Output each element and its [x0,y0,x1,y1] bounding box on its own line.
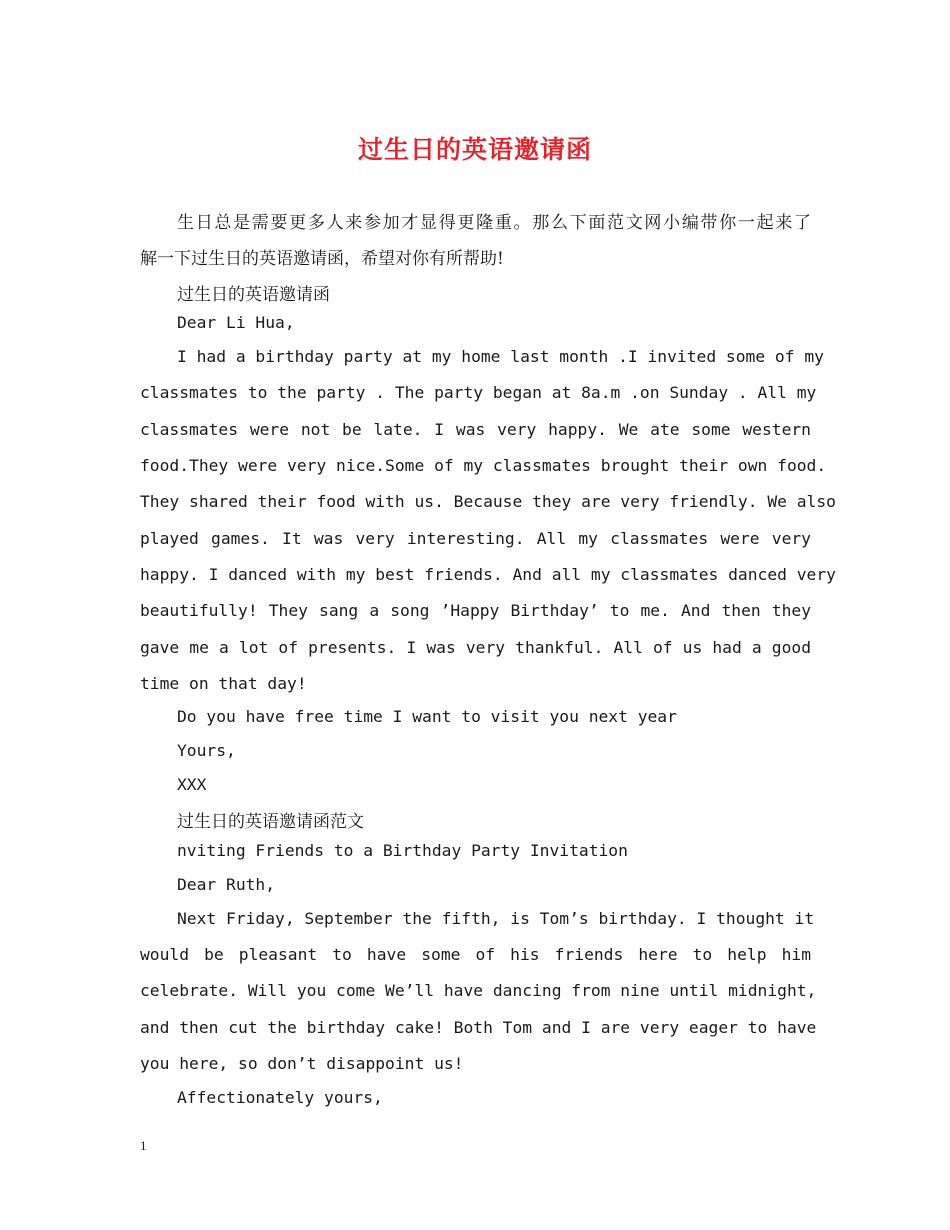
page-number: 1 [140,1138,147,1153]
section1-body-line: played games. It was very interesting. All my classmates were very [140,529,811,548]
section1-body-line: food.They were very nice.Some of my classmates brought their own food. [140,456,827,475]
section1-body-line: I had a birthday party at my home last month .I invited some of my [177,347,824,366]
section1-body-line: classmates to the party . The party began at 8a.m .on Sunday . All my [140,383,817,402]
section1-body-line: time on that day! [140,674,307,693]
section1-body-line: happy. I danced with my best friends. And all my classmates danced very [140,565,836,584]
section2-closing: Affectionately yours, [177,1088,383,1107]
section2-body-line: you here, so don’t disappoint us! [140,1054,464,1073]
section1-closing: Yours, [177,741,236,760]
intro-line-2: 解一下过生日的英语邀请函，希望对你有所帮助! [140,249,504,269]
section2-body-line: Next Friday, September the fifth, is Tom’s birthday. I thought it [177,909,815,928]
page-title: 过生日的英语邀请函 [357,135,592,164]
section1-body-line: gave me a lot of presents. I was very thankful. All of us had a good [140,638,811,657]
section2-body-line: celebrate. Will you come We’ll have dancing from nine until midnight, [140,981,817,1000]
section1-body-line: beautifully! They sang a song ’Happy Birthday’ to me. And then they [140,601,811,620]
section2-heading: 过生日的英语邀请函范文 [177,812,364,832]
intro-line-1: 生日总是需要更多人来参加才显得更隆重。那么下面范文网小编带你一起来了 [177,213,811,233]
section2-subtitle: nviting Friends to a Birthday Party Invitation [177,841,628,860]
section2-body-line: and then cut the birthday cake! Both Tom and I are very eager to have [140,1018,817,1037]
section1-salutation: Dear Li Hua, [177,313,295,332]
section1-question: Do you have free time I want to visit you next year [177,707,677,726]
section1-heading: 过生日的英语邀请函 [177,285,330,305]
section2-body-line: would be pleasant to have some of his friends here to help him [140,945,811,964]
section1-body-line: classmates were not be late. I was very happy. We ate some western [140,420,811,439]
section2-salutation: Dear Ruth, [177,875,276,894]
section1-body-line: They shared their food with us. Because they are very friendly. We also [140,492,836,511]
section1-signature: XXX [177,775,207,794]
